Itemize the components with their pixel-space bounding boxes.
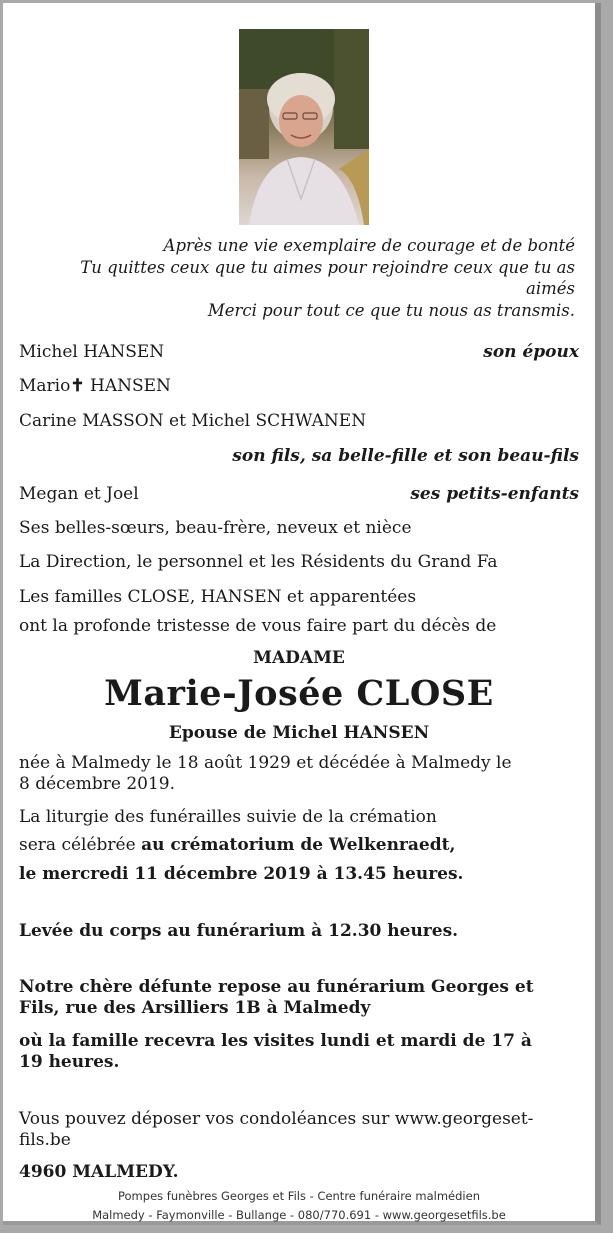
poem-line-1: Après une vie exemplaire de courage et de bonté — [163, 236, 575, 255]
city: 4960 MALMEDY. — [19, 1162, 179, 1182]
poem — [35, 235, 575, 321]
husband-name: Michel HANSEN — [19, 342, 165, 362]
portrait-photo — [239, 29, 369, 225]
poem-line-3: Merci pour tout ce que tu nous as transmis. — [207, 300, 575, 320]
birth-death — [19, 753, 579, 795]
ceremony-location: au crématorium de Welkenraedt, — [141, 835, 456, 855]
announcement: ont la profonde tristesse de vous faire part du décès de — [19, 616, 497, 636]
condolences — [19, 1109, 579, 1151]
husband-role: son époux — [483, 342, 579, 362]
children-names: Carine MASSON et Michel SCHWANEN — [19, 411, 367, 431]
deceased-title: MADAME — [253, 648, 345, 668]
footer-line-2: Malmedy - Faymonville - Bullange - 080/770.691 - www.georgesetfils.be — [92, 1208, 506, 1222]
residence: La Direction, le personnel et les Résidents du Grand Fa — [19, 552, 498, 572]
obituary-card — [3, 3, 601, 1225]
repose — [19, 977, 579, 1019]
ceremony-line-1: La liturgie des funérailles suivie de la crémation — [19, 807, 437, 827]
repose-line-2: Fils, rue des Arsilliers 1B à Malmedy — [19, 998, 371, 1018]
deceased-son-row — [19, 375, 579, 397]
families: Les familles CLOSE, HANSEN et apparentées — [19, 587, 417, 607]
condolences-line-2: fils.be — [19, 1130, 71, 1150]
visits-line-2: 19 heures. — [19, 1052, 120, 1072]
grandchildren-names: Megan et Joel — [19, 484, 139, 504]
footer-line-1: Pompes funèbres Georges et Fils - Centre funéraire malmédien — [118, 1189, 480, 1203]
husband-row — [19, 341, 579, 363]
ceremony-date: le mercredi 11 décembre 2019 à 13.45 heures. — [19, 864, 464, 884]
grandchildren-role: ses petits-enfants — [410, 484, 579, 504]
deceased-name: Marie-Josée CLOSE — [104, 673, 494, 714]
birth-death-line-2: 8 décembre 2019. — [19, 774, 176, 794]
repose-line-1: Notre chère défunte repose au funérarium Georges et — [19, 977, 534, 997]
portrait-illustration — [239, 29, 369, 225]
in-laws: Ses belles-sœurs, beau-frère, neveux et nièce — [19, 518, 412, 538]
poem-line-2: Tu quittes ceux que tu aimes pour rejoindre ceux que tu as aimés — [80, 257, 575, 298]
ceremony-line-2 — [19, 834, 579, 856]
children-role: son fils, sa belle-fille et son beau-fils — [232, 446, 579, 466]
birth-death-line-1: née à Malmedy le 18 août 1929 et décédée à Malmedy le — [19, 753, 512, 773]
grandchildren-row — [19, 483, 579, 505]
cross-icon: ✝ — [70, 376, 85, 396]
visits — [19, 1031, 579, 1073]
deceased-son-first-name: Mario — [19, 376, 71, 396]
ceremony-line-2-plain: sera célébrée — [19, 835, 142, 855]
deceased-spouse: Epouse de Michel HANSEN — [168, 723, 430, 743]
condolences-line-1: Vous pouvez déposer vos condoléances sur www.georgeset- — [19, 1109, 534, 1129]
levee: Levée du corps au funérarium à 12.30 heures. — [19, 921, 459, 941]
deceased-son-last-name: HANSEN — [90, 376, 171, 396]
visits-line-1: où la famille recevra les visites lundi et mardi de 17 à — [19, 1031, 532, 1051]
